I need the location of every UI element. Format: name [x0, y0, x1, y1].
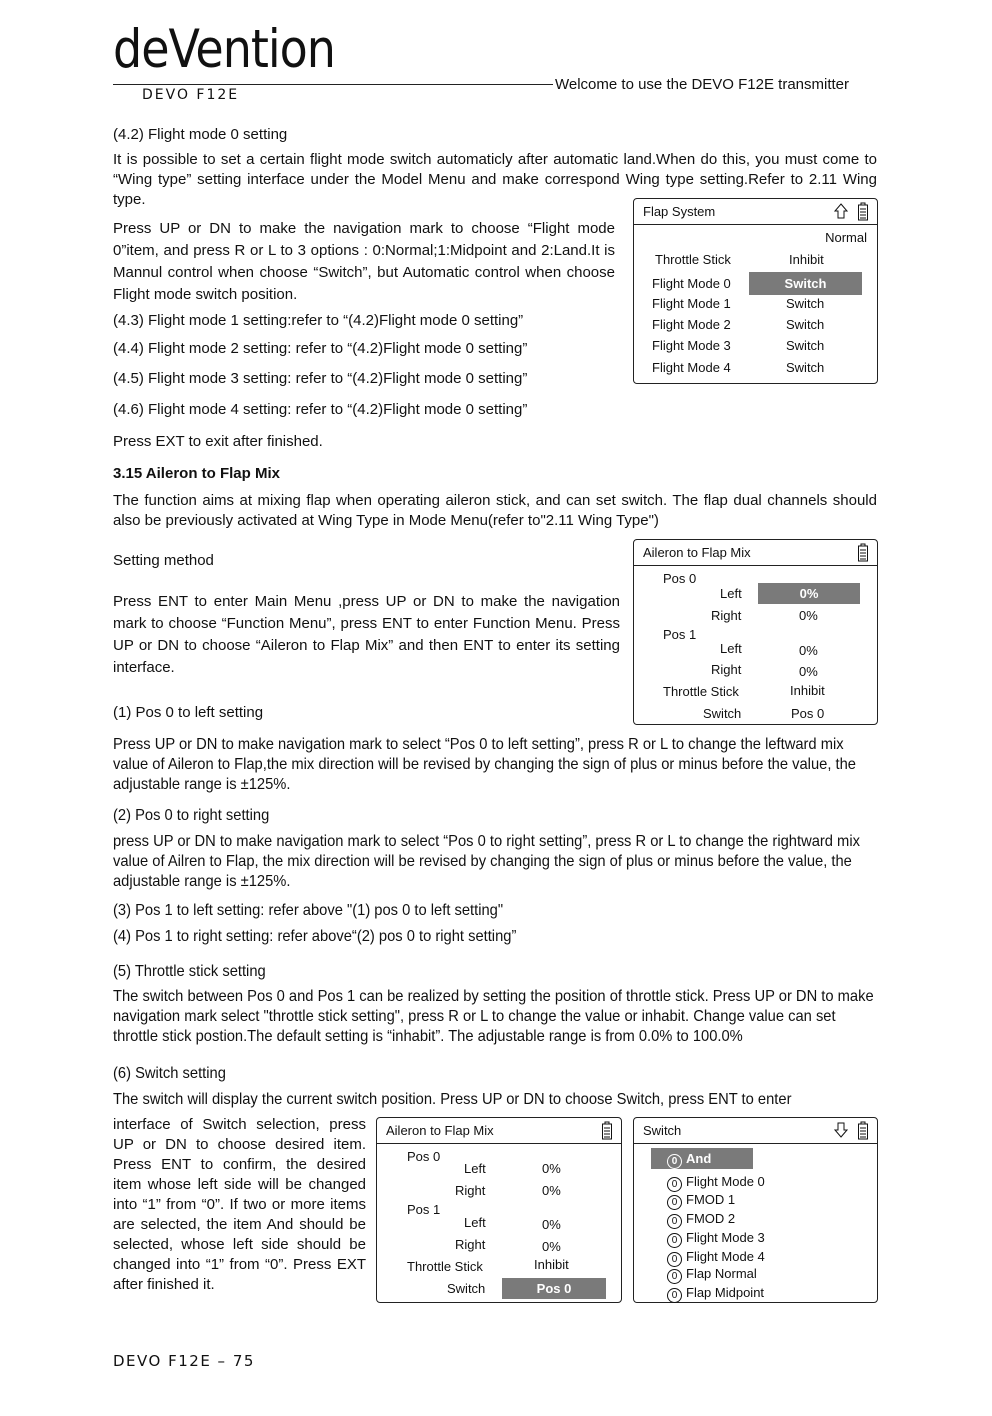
aileron-flap-mix-screen-switch: [376, 1117, 622, 1303]
pos0-left-value[interactable]: 0%: [542, 1161, 561, 1176]
header-divider: [113, 84, 553, 85]
para-3-15-intro: The function aims at mixing flap when operating aileron stick, and can set switch. The flap dual channels should also be previously activated at Wing Type in Mode Menu(refer to"2.11 Wing Type"): [113, 492, 877, 529]
screen-title: Switch: [643, 1123, 682, 1138]
switch-item[interactable]: 0 Flight Mode 0: [667, 1174, 765, 1192]
screen-titlebar: [634, 540, 877, 566]
switch-value[interactable]: Pos 0: [791, 706, 825, 721]
item-4-3: (4.3) Flight mode 1 setting:refer to “(4.2)Flight mode 0 setting”: [113, 312, 524, 329]
right-label: Right: [711, 662, 742, 677]
switch-item[interactable]: 0 FMOD 2: [667, 1211, 735, 1229]
row-value[interactable]: Switch: [786, 317, 825, 332]
s1-body: Press UP or DN to make navigation mark to select “Pos 0 to left setting”, press R or L to change the leftward mix value of Aileron to Flap,the mix direction will be revised by changing the sign of plus or minus before the value, the adjustable range is ±125%.: [113, 736, 856, 793]
pos0-label: Pos 0: [407, 1149, 441, 1164]
page-footer: DEVO F12E – 75: [113, 1352, 255, 1370]
s1-heading: (1) Pos 0 to left setting: [113, 704, 264, 721]
switch-item[interactable]: 0 Flap Midpoint: [667, 1285, 764, 1303]
pos1-label: Pos 1: [407, 1202, 441, 1217]
left-label: Left: [464, 1161, 486, 1176]
battery-icon: [857, 1121, 869, 1141]
row-label: Flight Mode 1: [652, 296, 731, 311]
state-circle-icon: 0: [667, 1195, 682, 1210]
switch-item[interactable]: 0 FMOD 1: [667, 1192, 735, 1210]
right-label: Right: [455, 1237, 486, 1252]
switch-item[interactable]: 0 Flight Mode 4: [667, 1249, 765, 1267]
screen-title: Aileron to Flap Mix: [643, 545, 751, 560]
flap-system-screen: [633, 198, 878, 384]
s5-heading: (5) Throttle stick setting: [113, 963, 266, 980]
row-value[interactable]: Switch: [786, 338, 825, 353]
switch-value-selected[interactable]: Pos 0: [502, 1278, 606, 1299]
state-circle-icon: 0: [667, 1177, 682, 1192]
throttle-stick-value[interactable]: Inhibit: [534, 1257, 569, 1272]
pos0-right-value[interactable]: 0%: [542, 1183, 561, 1198]
switch-item-and-selected[interactable]: 0 And: [651, 1148, 753, 1169]
s3-line: (3) Pos 1 to left setting: refer above "(1) pos 0 to left setting": [113, 902, 504, 919]
throttle-stick-label: Throttle Stick: [407, 1259, 483, 1274]
para-4-2-body: Press UP or DN to make the navigation mark to choose “Flight mode 0”item, and press R or L to 3 options : 0:Normal;1:Midpoint and 2:Land.It is Mannul control when choose “Switch”, but Automatic control when choose Flight mode switch position.: [113, 220, 615, 303]
state-circle-icon: 0: [667, 1269, 682, 1284]
battery-icon: [601, 1121, 613, 1141]
setting-method-body: Press ENT to enter Main Menu ,press UP or DN to make the navigation mark to choose “Function Menu”, press ENT to enter Function Menu. Press UP or DN to choose “Aileron to Flap Mix” and then ENT to enter its setting interface.: [113, 593, 620, 676]
right-label: Right: [455, 1183, 486, 1198]
row-label: Flight Mode 0: [652, 276, 731, 291]
pos1-label: Pos 1: [663, 627, 697, 642]
selected-row-value[interactable]: Switch: [749, 272, 862, 295]
switch-item[interactable]: 0 Flap Normal: [667, 1266, 757, 1284]
row-label: Flight Mode 2: [652, 317, 731, 332]
pos1-left-value[interactable]: 0%: [799, 643, 818, 658]
s2-heading: (2) Pos 0 to right setting: [113, 807, 270, 824]
s6-heading: (6) Switch setting: [113, 1065, 226, 1082]
flap-mode-value[interactable]: Normal: [825, 230, 867, 245]
exit-note: Press EXT to exit after finished.: [113, 433, 323, 450]
state-circle-icon: 0: [667, 1288, 682, 1303]
down-arrow-icon: [834, 1121, 848, 1139]
pos0-left-value-selected[interactable]: 0%: [758, 583, 860, 604]
switch-label: Switch: [447, 1281, 486, 1296]
s5-body: The switch between Pos 0 and Pos 1 can be realized by setting the position of throttle stick. Press UP or DN to make navigation mark select "throttle stick setting", press R or L to change the value or inhabit. Change value can set throttle stick postion.The default setting is “inhabit”. The adjustable range is from 0.0% to 100.0%: [113, 988, 874, 1045]
battery-icon: [857, 543, 869, 563]
screen-titlebar: [634, 1118, 877, 1144]
para-4-2-intro: It is possible to set a certain flight mode switch automaticly after automatic land.When do this, you must come to “Wing type” setting interface under the Model Menu and make correspond Wing type setting.Refer to 2.11 Wing type.: [113, 151, 877, 208]
pos1-right-value[interactable]: 0%: [542, 1239, 561, 1254]
pos0-right-value[interactable]: 0%: [799, 608, 818, 623]
screen-titlebar: [634, 199, 877, 225]
pos1-right-value[interactable]: 0%: [799, 664, 818, 679]
row-value[interactable]: Switch: [786, 360, 825, 375]
switch-selection-screen: [633, 1117, 878, 1303]
screen-titlebar: [377, 1118, 621, 1144]
setting-method-label: Setting method: [113, 552, 214, 569]
s6-body-line: The switch will display the current switch position. Press UP or DN to choose Switch, press ENT to enter: [113, 1091, 792, 1108]
left-label: Left: [464, 1215, 486, 1230]
state-circle-icon: 0: [667, 1214, 682, 1229]
s2-body: press UP or DN to make navigation mark to select “Pos 0 to right setting”, press R or L to change the rightward mix value of Ailren to Flap, the mix direction will be revised by changing the sign of plus or minus before the value, the adjustable range is ±125%.: [113, 833, 860, 890]
s4-line: (4) Pos 1 to right setting: refer above“(2) pos 0 to right setting”: [113, 928, 517, 945]
throttle-stick-label: Throttle Stick: [663, 684, 739, 699]
item-4-4: (4.4) Flight mode 2 setting: refer to “(4.2)Flight mode 0 setting”: [113, 340, 528, 357]
switch-item[interactable]: 0 Flight Mode 3: [667, 1230, 765, 1248]
heading-4-2: (4.2) Flight mode 0 setting: [113, 126, 288, 143]
deviention-logo: deVention: [113, 17, 335, 80]
left-label: Left: [720, 641, 742, 656]
right-label: Right: [711, 608, 742, 623]
aileron-flap-mix-screen: [633, 539, 878, 725]
left-label: Left: [720, 586, 742, 601]
item-4-6: (4.6) Flight mode 4 setting: refer to “(4.2)Flight mode 0 setting”: [113, 401, 528, 418]
state-circle-icon: 0: [667, 1233, 682, 1248]
row-label: Flight Mode 3: [652, 338, 731, 353]
screen-title: Flap System: [643, 204, 716, 219]
switch-label: Switch: [703, 706, 742, 721]
header-tagline: Welcome to use the DEVO F12E transmitter: [555, 76, 850, 93]
logo-model: DEVO F12E: [142, 87, 240, 103]
state-circle-icon: 0: [667, 1252, 682, 1267]
row-value[interactable]: Inhibit: [789, 252, 824, 267]
row-value[interactable]: Switch: [786, 296, 825, 311]
row-label: Flight Mode 4: [652, 360, 731, 375]
item-4-5: (4.5) Flight mode 3 setting: refer to “(4.2)Flight mode 0 setting”: [113, 370, 528, 387]
pos1-left-value[interactable]: 0%: [542, 1217, 561, 1232]
throttle-stick-value[interactable]: Inhibit: [790, 683, 825, 698]
heading-3-15: 3.15 Aileron to Flap Mix: [113, 465, 280, 482]
up-arrow-icon: [834, 202, 848, 220]
row-label: Throttle Stick: [655, 252, 731, 267]
screen-title: Aileron to Flap Mix: [386, 1123, 494, 1138]
pos0-label: Pos 0: [663, 571, 697, 586]
battery-icon: [857, 202, 869, 222]
state-circle-icon: 0: [667, 1154, 682, 1169]
s6-body-cont: interface of Switch selection, press UP or DN to choose desired item. Press ENT to confirm, the desired item whose left side will be changed into “1” from “0”. If two or more items are selected, the item And should be selected, whose left side should be changed into “1” from “0”. Press EXT after finished it.: [113, 1116, 366, 1293]
